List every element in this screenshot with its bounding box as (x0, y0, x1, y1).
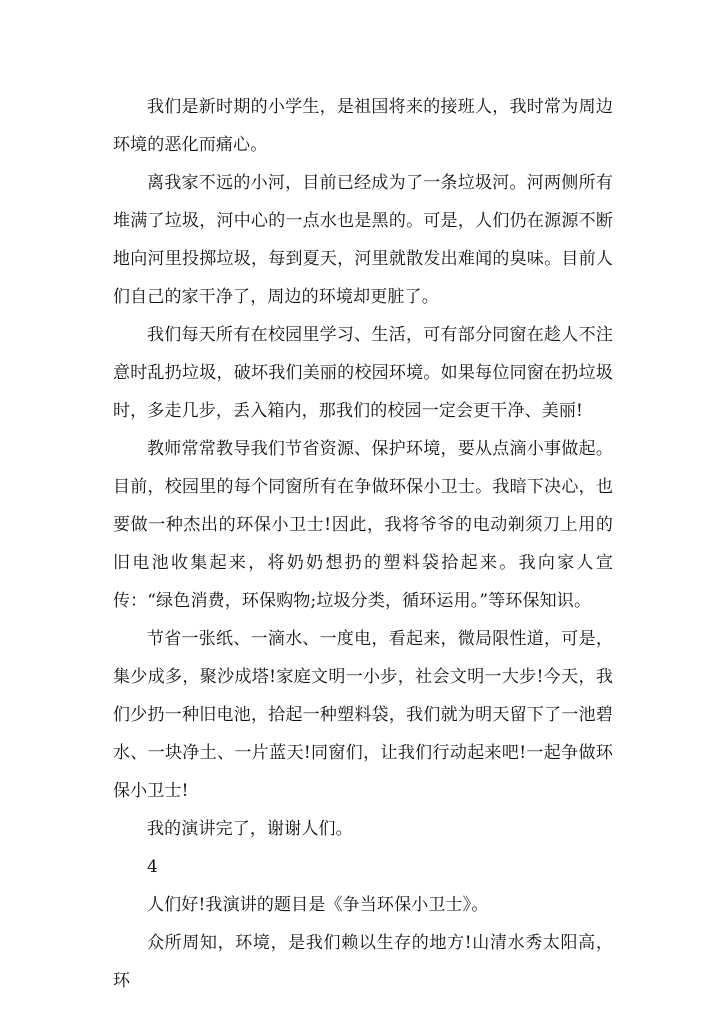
paragraph-5: 节省一张纸、一滴水、一度电，看起来，微局限性道，可是，集少成多，聚沙成塔!家庭文明一小步，社会文明一大步!今天，我们少扔一种旧电池，拾起一种塑料袋，我们就为明天留下了一池碧水、一块净土、一片蓝天!同窗们，让我们行动起来吧!一起争做环保小卫士! (113, 629, 613, 801)
section-number: 4 (147, 857, 158, 877)
paragraph-3: 我们每天所有在校园里学习、生活，可有部分同窗在趁人不注意时乱扔垃圾，破坏我们美丽的校园环境。如果每位同窗在扔垃圾时，多走几步，丢入箱内，那我们的校园一定会更干净、美丽! (113, 325, 613, 421)
paragraph-7: 人们好!我演讲的题目是《争当环保小卫士》。 (147, 895, 489, 915)
paragraph-6: 我的演讲完了，谢谢人们。 (147, 819, 353, 839)
paragraph-2: 离我家不远的小河，目前已经成为了一条垃圾河。河两侧所有堆满了垃圾，河中心的一点水也是黑的。可是，人们仍在源源不断地向河里投掷垃圾，每到夏天，河里就散发出难闻的臭味。目前人们自己的家干净了，周边的环境却更脏了。 (113, 173, 613, 307)
paragraph-4: 教师常常教导我们节省资源、保护环境，要从点滴小事做起。目前，校园里的每个同窗所有在争做环保小卫士。我暗下决心，也要做一种杰出的环保小卫士!因此，我将爷爷的电动剃须刀上用的旧电池收集起来，将奶奶想扔的塑料袋拾起来。我向家人宣传：“绿色消费，环保购物;垃圾分类，循环运用。”等环保知识。 (113, 439, 613, 611)
paragraph-1: 我们是新时期的小学生，是祖国将来的接班人，我时常为周边环境的恶化而痛心。 (113, 97, 613, 155)
document-body (113, 88, 613, 1000)
paragraph-8: 众所周知，环境，是我们赖以生存的地方!山清水秀太阳高，环 (113, 933, 613, 991)
